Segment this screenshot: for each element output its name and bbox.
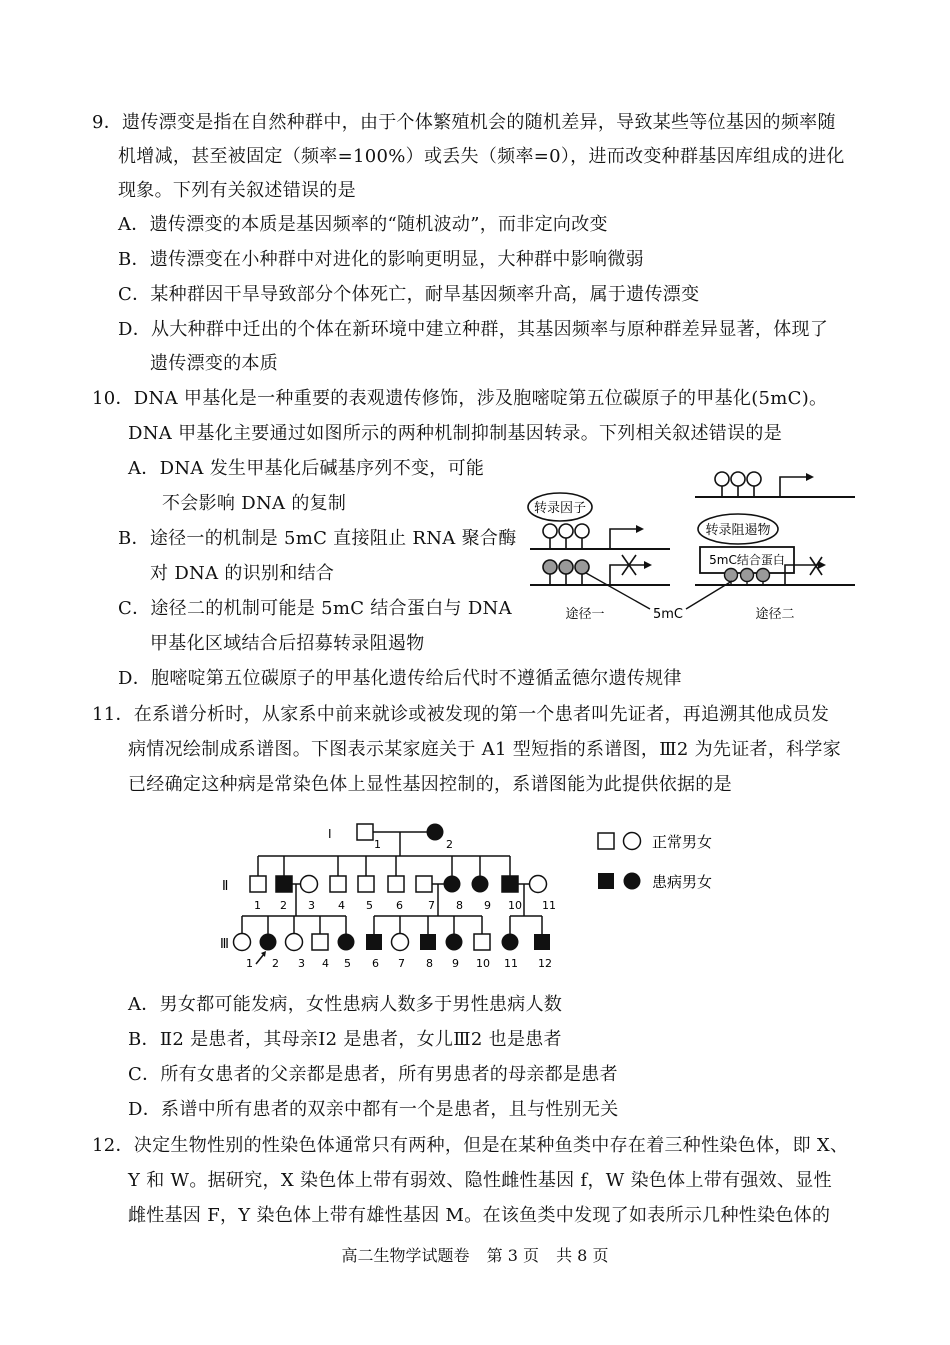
- gen3-num-4: 4: [322, 957, 329, 970]
- legend-normal-label: 正常男女: [652, 833, 713, 851]
- q12-line-3: 雌性基因 F，Y 染色体上带有雄性基因 M。在该鱼类中发现了如表所示几种性染色体的: [128, 1205, 831, 1226]
- q12-line-1: 12．决定生物性别的性染色体通常只有两种，但是在某种鱼类中存在着三种性染色体，即 X、: [92, 1135, 849, 1156]
- q11-line-3: 已经确定这种病是常染色体上显性基因控制的，系谱图能为此提供依据的是: [128, 774, 732, 795]
- gen3-roman: Ⅲ: [220, 937, 229, 952]
- legend-affected-label: 患病男女: [652, 873, 713, 891]
- legend-affected-male: [598, 873, 614, 889]
- footer-total: 共 8 页: [556, 1246, 609, 1265]
- q11-option-a: A．男女都可能发病，女性患病人数多于男性患病人数: [128, 994, 563, 1015]
- gen3-num-12: 12: [538, 957, 552, 970]
- gen1-roman: Ⅰ: [328, 827, 332, 841]
- gen3-num-8: 8: [426, 957, 433, 970]
- q10-option-b-cont: 对 DNA 的识别和结合: [150, 563, 335, 584]
- q9-option-d-cont: 遗传漂变的本质: [150, 353, 279, 374]
- gen3-num-6: 6: [372, 957, 379, 970]
- proband-arrow: [256, 954, 264, 964]
- gen1-num-1: 1: [374, 838, 381, 851]
- footer-title: 高二生物学试题卷: [341, 1246, 470, 1265]
- gen2-num-9: 9: [484, 899, 491, 912]
- gen3-num-9: 9: [452, 957, 459, 970]
- q11-line-1: 11．在系谱分析时，从家系中前来就诊或被发现的第一个患者叫先证者，再追溯其他成员发: [92, 704, 830, 725]
- gen2-num-7: 7: [428, 899, 435, 912]
- q9-line-3: 现象。下列有关叙述错误的是: [118, 180, 356, 201]
- repressor-label: 转录阻遏物: [705, 523, 771, 538]
- gen2-num-2: 2: [280, 899, 287, 912]
- gen1-num-2: 2: [446, 838, 453, 851]
- legend-normal-female: [624, 833, 641, 850]
- 5mc-label: 5mC: [652, 607, 684, 622]
- legend-affected-female: [624, 873, 641, 890]
- q9-option-b: B．遗传漂变在小种群中对进化的影响更明显，大种群中影响微弱: [118, 249, 644, 270]
- tf-label: 转录因子: [533, 501, 587, 516]
- q11-option-b: B．Ⅱ2 是患者，其母亲Ⅰ2 是患者，女儿Ⅲ2 也是患者: [128, 1029, 562, 1050]
- gen2-num-3: 3: [308, 899, 315, 912]
- gen3-num-7: 7: [398, 957, 405, 970]
- gen3-num-3: 3: [298, 957, 305, 970]
- gen3-num-2: 2: [272, 957, 279, 970]
- gen2-num-1: 1: [254, 899, 261, 912]
- q11-option-d: D．系谱中所有患者的双亲中都有一个是患者，且与性别无关: [128, 1099, 619, 1120]
- q10-option-b: B．途径一的机制是 5mC 直接阻止 RNA 聚合酶: [118, 528, 517, 549]
- page-footer: [0, 1243, 950, 1266]
- gen3-num-11: 11: [504, 957, 518, 970]
- q10-line-2: DNA 甲基化主要通过如图所示的两种机制抑制基因转录。下列相关叙述错误的是: [128, 423, 782, 444]
- gen2-roman: Ⅱ: [222, 879, 229, 894]
- q10-option-a-cont: 不会影响 DNA 的复制: [162, 493, 347, 514]
- path2-label: 途径二: [755, 607, 795, 622]
- gen2-num-6: 6: [396, 899, 403, 912]
- q10-option-c-cont: 甲基化区域结合后招募转录阻遏物: [150, 633, 425, 654]
- gen2-num-8: 8: [456, 899, 463, 912]
- q10-option-d: D．胞嘧啶第五位碳原子的甲基化遗传给后代时不遵循孟德尔遗传规律: [118, 668, 682, 689]
- q9-option-c: C．某种群因干旱导致部分个体死亡，耐旱基因频率升高，属于遗传漂变: [118, 284, 700, 305]
- binding-protein-label: 5mC结合蛋白: [709, 553, 785, 567]
- q9-option-a: A．遗传漂变的本质是基因频率的“随机波动”，而非定向改变: [118, 214, 608, 235]
- q9-option-d: D．从大种群中迁出的个体在新环境中建立种群，其基因频率与原种群差异显著，体现了: [118, 319, 829, 340]
- q11-option-c: C．所有女患者的父亲都是患者，所有男患者的母亲都是患者: [128, 1064, 618, 1085]
- gen2-num-5: 5: [366, 899, 373, 912]
- q11-line-2: 病情况绘制成系谱图。下图表示某家庭关于 A1 型短指的系谱图，Ⅲ2 为先证者，科学家: [128, 739, 842, 760]
- footer-page: 第 3 页: [486, 1246, 539, 1265]
- q10-line-1: 10．DNA 甲基化是一种重要的表观遗传修饰，涉及胞嘧啶第五位碳原子的甲基化(5mC)。: [92, 388, 828, 409]
- q10-option-c: C．途径二的机制可能是 5mC 结合蛋白与 DNA: [118, 598, 512, 619]
- q9-line-1: 9．遗传漂变是指在自然种群中，由于个体繁殖机会的随机差异，导致某些等位基因的频率随: [92, 112, 836, 133]
- gen2-num-11: 11: [542, 899, 556, 912]
- dna-methylation-figure: [510, 463, 940, 628]
- path1-label: 途径一: [565, 607, 605, 622]
- q10-option-a: A．DNA 发生甲基化后碱基序列不变，可能: [128, 458, 485, 479]
- gen3-num-10: 10: [476, 957, 490, 970]
- gen2-num-4: 4: [338, 899, 345, 912]
- q9-line-2: 机增减，甚至被固定（频率=100%）或丢失（频率=0），进而改变种群基因库组成的进化: [118, 146, 845, 167]
- gen2-num-10: 10: [508, 899, 522, 912]
- legend-normal-male: [598, 833, 614, 849]
- pedigree-chart: [220, 812, 740, 974]
- gen3-num-5: 5: [344, 957, 351, 970]
- gen3-num-1: 1: [246, 957, 253, 970]
- q12-line-2: Y 和 W。据研究，X 染色体上带有弱效、隐性雌性基因 f，W 染色体上带有强效、显性: [128, 1170, 832, 1191]
